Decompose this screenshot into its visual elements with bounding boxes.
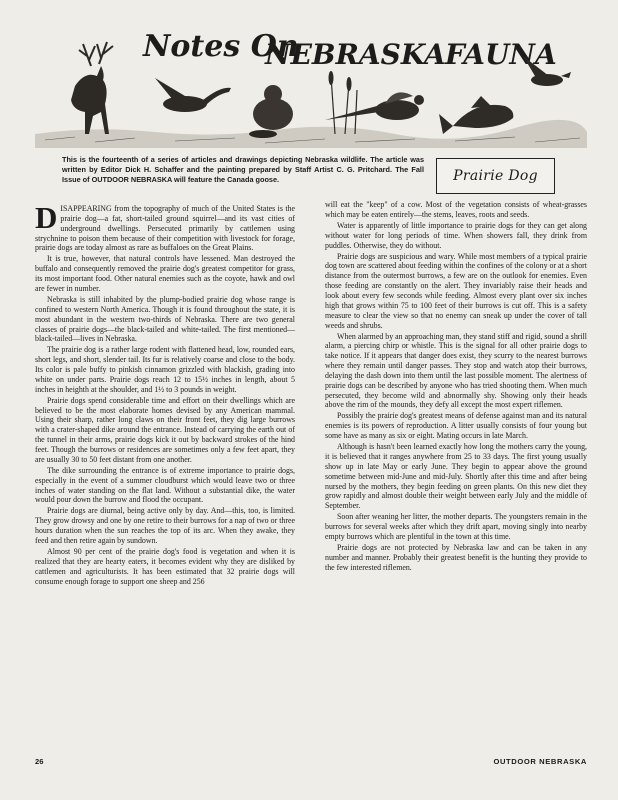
right-column xyxy=(325,200,587,574)
paragraph: Possibly the prairie dog's greatest means of defense against man and its natural enemies is its powers of reproduction. A litter usually consists of four young but some have as many as six or eight. Mating occurs in late March. xyxy=(325,411,587,441)
article-intro: This is the fourteenth of a series of articles and drawings depicting Nebraska wildlife. The article was written by Editor Dick H. Schaffer and the painting prepared by Staff Artist C. G. Pritchard. The Fall Issue of OUTDOOR NEBRASKA will feature the Canada goose. xyxy=(62,155,424,185)
paragraph: The prairie dog is a rather large rodent with flattened head, low, rounded ears, short legs, and short, slender tail. Its fur is relatively coarse and close to the body. Its color is pale buffy to pinkish cinnamon grizzled with blackish, grading into white on under parts. Prairie dogs reach 12 to 15½ inches in length, about 5 inches in heighth at the shoulder, and 1½ to 3 pounds in weight. xyxy=(35,345,295,394)
left-column xyxy=(35,200,295,588)
article-title-box xyxy=(436,158,555,194)
goose-drawing xyxy=(155,78,231,112)
page-number: 26 xyxy=(35,757,44,766)
paragraph: Prairie dogs are not protected by Nebraska law and can be taken in any number and manner. Probably their greatest benefit is the hunting they provide to the few interested riflemen. xyxy=(325,543,587,572)
paragraph: will eat the "keep" of a cow. Most of the vegetation consists of wheat-grasses which may be eaten entirely—the stems, leaves, roots and seeds. xyxy=(325,200,587,219)
landscape-ground xyxy=(35,120,587,148)
paragraph: It is true, however, that natural controls have lessened. Man destroyed the buffalo and consequently removed the prairie dog's greatest competitor for grass, its most important food. Other natural enemies such as the coyote, hawk and owl are fewer in number. xyxy=(35,254,295,293)
cattail-drawing xyxy=(331,76,357,134)
paragraph: Prairie dogs spend considerable time and effort on their dwellings which are believed to be the most elaborate homes devised by any American mammal. Using their sharp, rather long claws on their front feet, they dig large burrows with a crater-shaped dike around the entrance. Instead of carrying the earth out of the tunnel in their arms, prairie dogs kick it out by backward strokes of the hind feet. Though the burrows or residences are sometimes only a few feet apart, they are usually 30 to 50 feet distant from one another. xyxy=(35,395,295,464)
paragraph: Almost 90 per cent of the prairie dog's food is vegetation and when it is realized that they are hearty eaters, it becomes evident why they are disliked by cattlemen and agriculturists. It has been estimated that 32 prairie dogs will consume enough forage to support one sheep and 256 xyxy=(35,547,295,586)
drop-cap: D xyxy=(35,200,58,235)
paragraph: Water is apparently of little importance to prairie dogs for they can get along without water for long periods of time. When showers fall, they drink from puddles. Otherwise, they do without. xyxy=(325,220,587,250)
paragraph: DISAPPEARING from the topography of much of the United States is the prairie dog—a fat, short-tailed ground squirrel—and its vast cities of underground dwellings. Persecuted primarily by cattlemen using strychnine to poison them because of their competition with livestock for forage, prairie dogs are today almost as rare as buffaloes on the Great Plains. xyxy=(35,200,295,253)
magazine-name: OUTDOOR NEBRASKA xyxy=(493,757,587,766)
deer-drawing xyxy=(71,42,113,134)
paragraph: When alarmed by an approaching man, they stand stiff and rigid, sound a shrill alarm, a piercing chirp or whistle. This is the signal for all other prairie dogs to take notice. If it appears that danger does exist, they scurry to the nearest burrows where they remain until danger passes. They stop and watch atop their burrows, delaying the dash down into them until the last possible moment. The alertness of prairie dogs can be described by anyone who has tried shooting them. When much persecuted, they become wild and abnormally shy. Showing only their heads above the rim of the mounds, they defy all except the most expert riflemen. xyxy=(325,331,587,410)
paragraph: Prairie dogs are diurnal, being active only by day. And—this, too, is limited. They grow drowsy and one by one retire to their burrows for a nap of two or three hours duration when the sun reaches the top of its arc. When they awake, they feed and then retire again by sundown. xyxy=(35,506,295,545)
cattail-head xyxy=(347,77,352,91)
banner-title-part3: FAUNA xyxy=(445,38,557,71)
pheasant-drawing xyxy=(325,92,424,120)
paragraph: Nebraska is still inhabited by the plump-bodied prairie dog whose range is confined to western North America. Though it is found throughout the state, it is most abundant in the western two-thirds of Nebraska. There are two general classes of prairie dogs—the black-tailed and white-tailed. The first mentioned—black-tailed—lives in Nebraska. xyxy=(35,294,295,344)
paragraph: Although is hasn't been learned exactly how long the mothers carry the young, it is believed that it ranges anywhere from 25 to 33 days. The first young usually show up in late May or early June. They begin to appear above the ground sometime between mid-June and mid-July. Shortly after this time and after being nursed by the mothers, they begin feeding on green plants. On this new diet they grow rapidly and almost double their weight between early July and the middle of September. xyxy=(325,442,587,511)
banner-title-part2: NEBRASKA xyxy=(265,38,446,71)
paragraph: The dike surrounding the entrance is of extreme importance to prairie dogs, especially in the event of a summer cloudburst which would leave two or three inches of water standing on the flat land. Without a substantial dike, the water would pour down the burrow and flood the occupant. xyxy=(35,465,295,505)
paragraph: Soon after weaning her litter, the mother departs. The youngsters remain in the burrows for several weeks after which they drift apart, moving singly into nearby empty burrows which are plentiful in the town at this time. xyxy=(325,512,587,541)
banner-title-part1: Notes On xyxy=(143,29,299,64)
bass-fish-drawing xyxy=(439,96,513,134)
fauna-banner-illustration xyxy=(35,16,587,148)
cattail-head xyxy=(329,71,334,85)
article-title: Prairie Dog xyxy=(453,168,538,184)
paragraph: Prairie dogs are suspicious and wary. While most members of a typical prairie dog town are scattered about feeding within the confines of the colony or at a short distance from the outermost burrows, a few are on the outlook for enemies. Even those feeding are constantly on the alert. They invariably raise their heads and look about every few seconds while feeding. Almost every plant over six inches high that grows within 75 to 100 feet of their burrows is cut off. This is a safety measure to clear the view so that no enemy can sneak up under the cover of tall weeds and shrubs. xyxy=(325,251,587,330)
